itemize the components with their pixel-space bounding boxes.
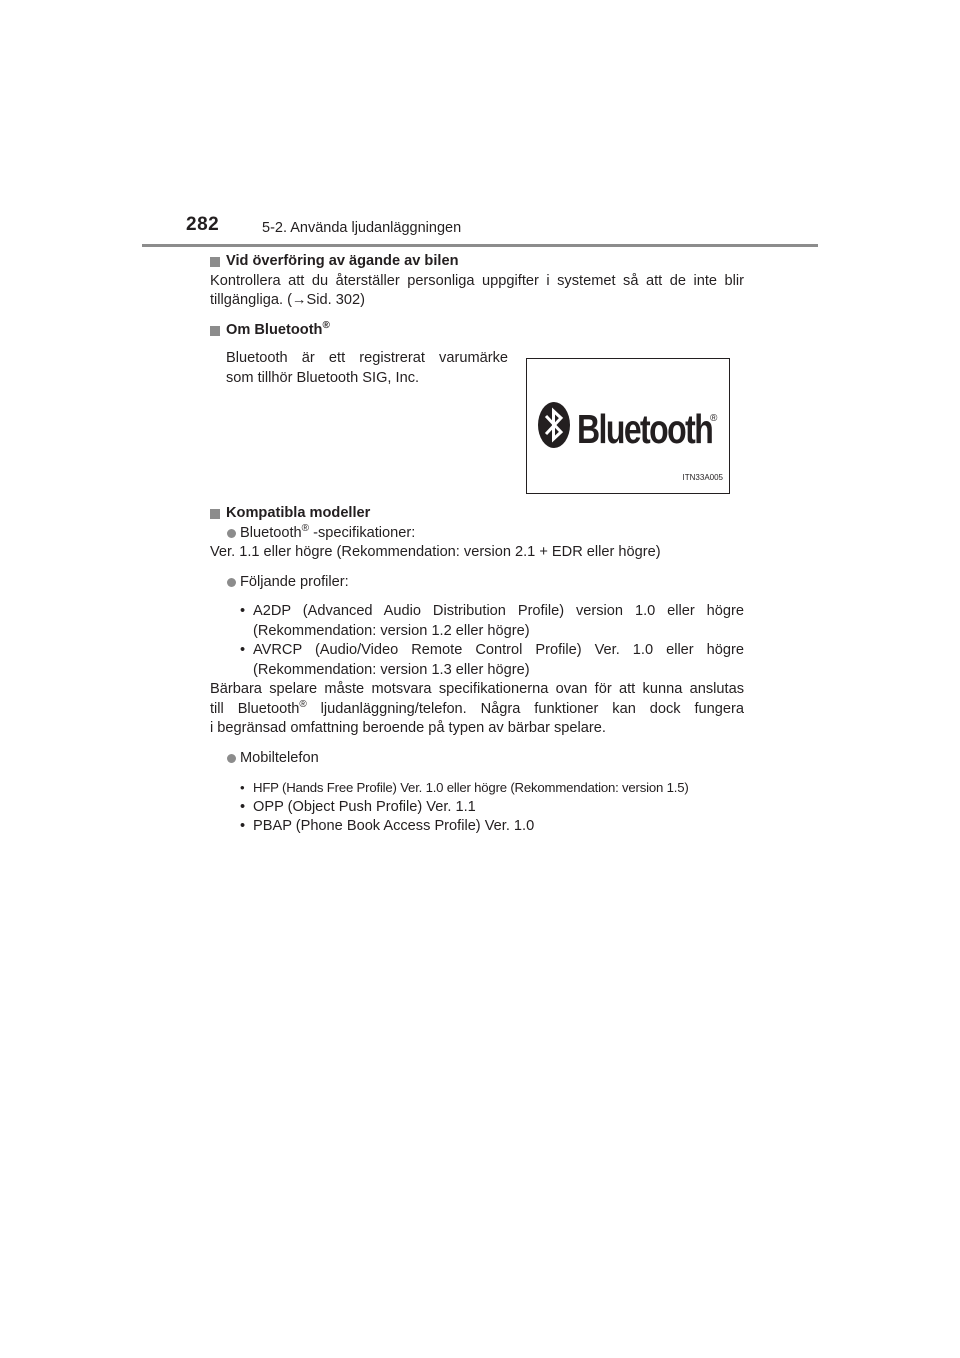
mobile-profile-text: HFP (Hands Free Profile) Ver. 1.0 eller högre (Rekommendation: version 1.5) bbox=[253, 780, 689, 795]
portable-text-line bbox=[210, 700, 744, 720]
figure-code: ITN33A005 bbox=[682, 472, 723, 482]
square-bullet-icon bbox=[210, 257, 220, 267]
spec-suffix: -specifikationer: bbox=[309, 524, 416, 541]
mobile-profile-text: OPP (Object Push Profile) Ver. 1.1 bbox=[253, 798, 476, 815]
page-content bbox=[210, 252, 744, 837]
circle-bullet-icon bbox=[227, 754, 236, 763]
square-bullet-icon bbox=[210, 326, 220, 336]
profile-text: AVRCP (Audio/Video Remote Control Profile) Ver. 1.0 eller högre bbox=[253, 642, 744, 658]
profile-text: A2DP (Advanced Audio Distribution Profile) version 1.0 eller högre bbox=[253, 603, 744, 619]
spec-detail: Ver. 1.1 eller högre (Rekommendation: version 2.1 + EDR eller högre) bbox=[210, 544, 661, 560]
mobile-profile-item bbox=[210, 778, 744, 798]
bluetooth-rune-icon bbox=[537, 401, 571, 449]
portable-text-part: ljudanläggning/telefon. Några funktioner kan dock fungera bbox=[306, 700, 744, 717]
mobile-profile-item bbox=[210, 817, 744, 837]
section-heading-about-bluetooth bbox=[210, 321, 744, 341]
bullet-mark: • bbox=[240, 642, 246, 658]
section-heading-text: Kompatibla modeller bbox=[226, 505, 371, 521]
section-heading-transfer bbox=[210, 252, 744, 272]
portable-text-line: Bärbara spelare måste motsvara specifikationerna ovan för att kunna anslutas bbox=[210, 681, 744, 697]
section-heading-text: Vid överföring av ägande av bilen bbox=[226, 253, 459, 269]
logo-registered-mark: ® bbox=[710, 413, 718, 424]
mobile-profile-item bbox=[210, 798, 744, 818]
profile-item-cont: (Rekommendation: version 1.2 eller högre) bbox=[253, 622, 530, 639]
section-heading-compatible-models bbox=[210, 504, 744, 524]
header-divider bbox=[142, 244, 818, 247]
bluetooth-logo-figure bbox=[526, 358, 730, 494]
registered-mark: ® bbox=[322, 319, 330, 331]
spec-label: Bluetooth bbox=[240, 524, 302, 541]
circle-bullet-icon bbox=[227, 529, 236, 538]
bullet-mark: • bbox=[240, 818, 246, 834]
bluetooth-wordmark: Bluetooth bbox=[577, 406, 713, 452]
circle-bullet-icon bbox=[227, 578, 236, 587]
transfer-text-line: tillgängliga. (→Sid. 302) bbox=[210, 292, 365, 308]
registered-mark: ® bbox=[301, 522, 310, 534]
square-bullet-icon bbox=[210, 509, 220, 519]
transfer-text-line: Kontrollera att du återställer personliga uppgifter i systemet så att de inte blir bbox=[210, 272, 744, 289]
mobile-label: Mobiltelefon bbox=[240, 749, 319, 766]
bullet-mark: • bbox=[240, 780, 245, 795]
profile-item-cont: (Rekommendation: version 1.3 eller högre) bbox=[253, 661, 530, 678]
profile-item-line bbox=[210, 602, 744, 622]
list-item-profiles bbox=[210, 573, 744, 593]
profile-item-line bbox=[210, 641, 744, 661]
portable-text-line: i begränsad omfattning beroende på typen av bärbar spelare. bbox=[210, 720, 606, 736]
portable-text-part: till Bluetooth bbox=[210, 700, 300, 717]
list-item-spec bbox=[210, 524, 744, 544]
profiles-label: Följande profiler: bbox=[240, 573, 349, 590]
bullet-mark: • bbox=[240, 798, 246, 815]
list-item-mobile bbox=[210, 749, 744, 769]
bullet-mark: • bbox=[240, 603, 246, 619]
bluetooth-info-block bbox=[210, 340, 744, 496]
bluetooth-trademark-line: som tillhör Bluetooth SIG, Inc. bbox=[226, 369, 420, 386]
bluetooth-trademark-line: Bluetooth är ett registrerat varumärke bbox=[226, 350, 508, 366]
page-number: 282 bbox=[186, 214, 220, 235]
section-heading-text: Om Bluetooth bbox=[226, 321, 323, 338]
mobile-profile-text: PBAP (Phone Book Access Profile) Ver. 1.0 bbox=[253, 818, 535, 834]
chapter-title: 5-2. Använda ljudanläggningen bbox=[262, 220, 462, 236]
registered-mark: ® bbox=[299, 698, 307, 710]
